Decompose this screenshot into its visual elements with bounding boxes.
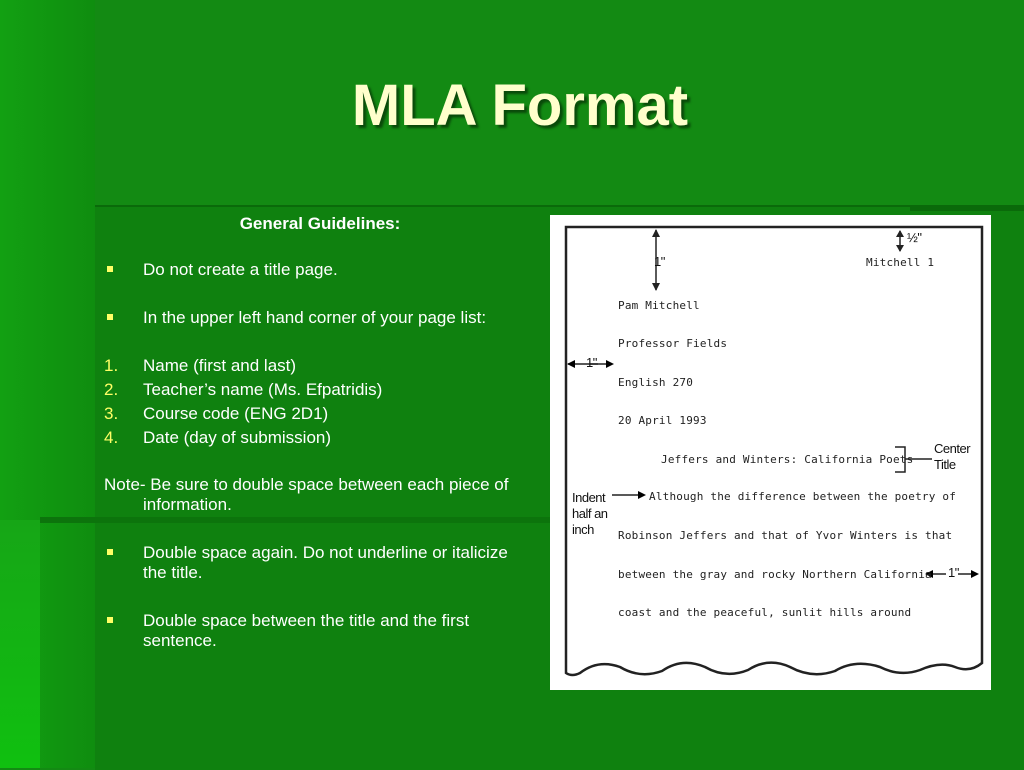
background-lower-left [0,520,40,768]
item-number: 3. [104,404,119,423]
square-bullet-icon [107,266,113,272]
numbered-item-text: Teacher’s name (Ms. Efpatridis) [143,380,383,399]
numbered-item [104,428,536,448]
numbered-item-text: Name (first and last) [143,356,297,375]
square-bullet-icon [107,314,113,320]
half-inch-label: ½" [907,230,922,245]
list-item-text: In the upper left hand corner of your page list: [143,308,487,327]
one-inch-left-label: 1" [586,355,597,370]
item-number: 4. [104,428,119,447]
list-item-text: Double space again. Do not underline or italicize the title. [143,543,508,582]
one-inch-right-label: 1" [948,565,959,580]
center-title-label: Center Title [934,441,971,472]
square-bullet-icon [107,549,113,555]
numbered-item [104,356,536,376]
numbered-item-text: Date (day of submission) [143,428,332,447]
paper-title-text: Jeffers and Winters: California Poets [661,453,914,466]
body-line: Although the difference between the poetry of [649,490,957,503]
numbered-item [104,380,536,400]
body-line: Robinson Jeffers and that of Yvor Winters is that [618,529,953,542]
mla-sample-page-figure [550,215,991,690]
square-bullet-icon [107,617,113,623]
numbered-item-text: Course code (ENG 2D1) [143,404,329,423]
body-line: coast and the peaceful, sunlit hills around [618,606,912,619]
header-line: 20 April 1993 [618,414,707,427]
background-right-band [910,205,1024,211]
guidelines-text-box [104,214,536,651]
page-header-text: Mitchell 1 [866,256,935,269]
note-text: Note- Be sure to double space between each piece of information. [104,475,509,514]
list-item [104,308,536,328]
header-line: Professor Fields [618,337,728,350]
item-number: 2. [104,380,119,399]
list-item-text: Double space between the title and the first sentence. [143,611,470,650]
header-line: English 270 [618,376,694,389]
item-number: 1. [104,356,119,375]
numbered-item [104,404,536,424]
indent-label: Indent half an inch [572,490,608,537]
one-inch-top-label: 1" [654,254,665,269]
slide-title: MLA Format [351,73,689,138]
body-line: between the gray and rocky Northern California [618,568,932,581]
header-line: Pam Mitchell [618,299,700,312]
guidelines-heading: General Guidelines: [239,214,401,233]
list-item [104,543,536,583]
list-item [104,611,536,651]
list-item [104,260,536,280]
list-item-text: Do not create a title page. [143,260,338,279]
